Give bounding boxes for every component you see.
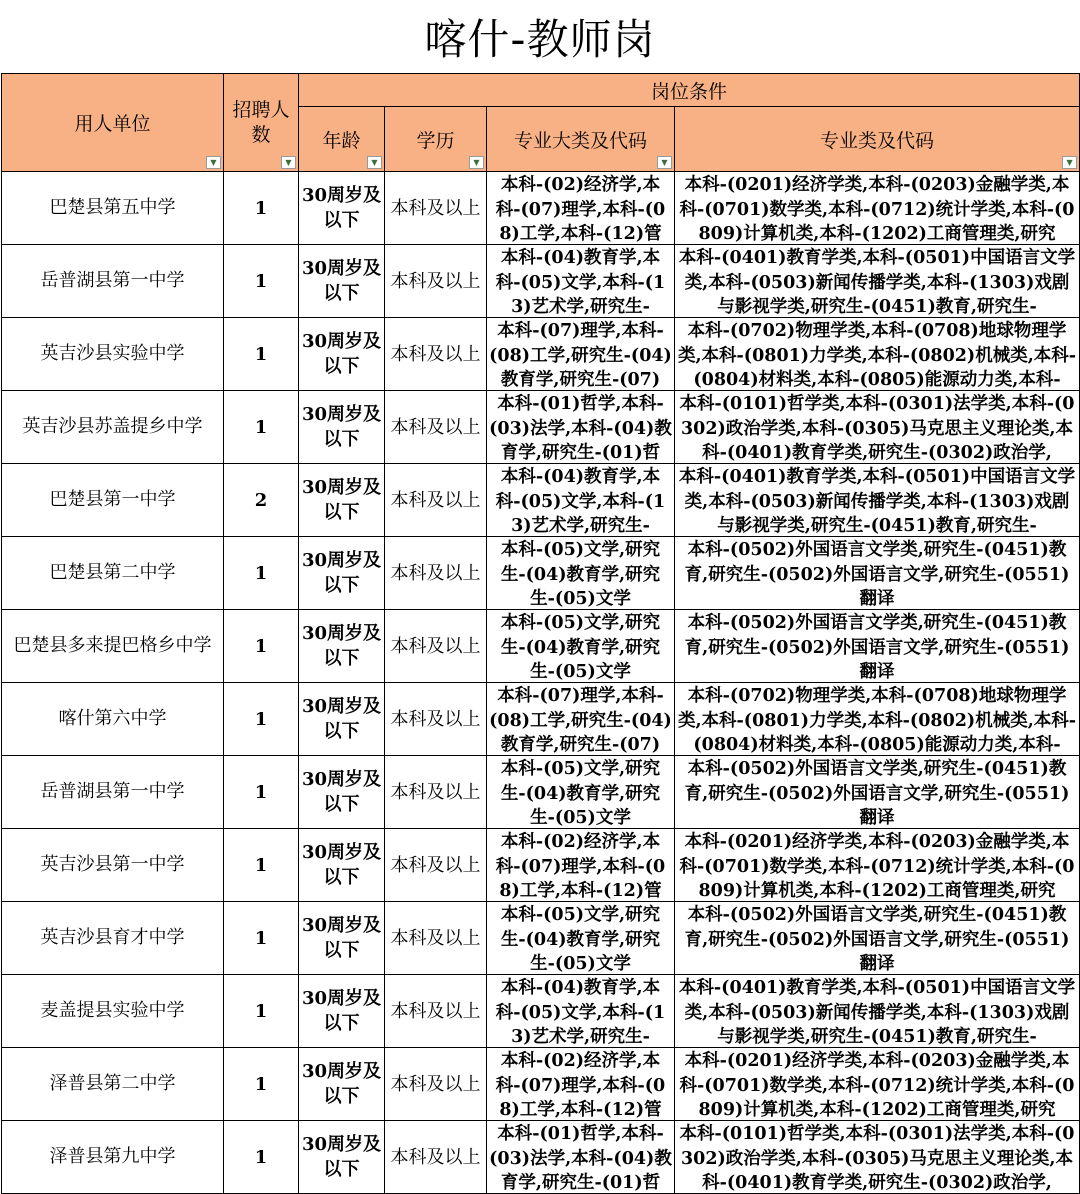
header-count-label: 招聘人数 — [232, 98, 290, 146]
filter-dropdown-icon[interactable]: ▼ — [281, 156, 296, 169]
header-education — [385, 107, 487, 172]
cell-education: 本科及以上 — [385, 318, 487, 391]
cell-major-class — [675, 172, 1080, 245]
cell-major-class-text: 本科-(0201)经济学类,本科-(0203)金融学类,本科-(0701)数学类,本科-(0712)统计学类,本科-(0809)计算机类,本科-(1202)工商管理类,研究 — [679, 175, 1075, 244]
table-row — [2, 391, 1080, 464]
table-row — [2, 975, 1080, 1048]
cell-count: 1 — [224, 537, 299, 610]
cell-major-class-text: 本科-(0502)外国语言文学类,研究生-(0451)教育,研究生-(0502)外国语言文学,研究生-(0551)翻译 — [684, 540, 1070, 609]
cell-major-category-text: 本科-(04)教育学,本科-(05)文学,本科-(13)艺术学,研究生- — [495, 467, 666, 536]
header-education-label: 学历 — [416, 129, 455, 152]
table-row — [2, 610, 1080, 683]
table-row — [2, 172, 1080, 245]
cell-education: 本科及以上 — [385, 683, 487, 756]
cell-major-class — [675, 683, 1080, 756]
cell-major-class-text: 本科-(0201)经济学类,本科-(0203)金融学类,本科-(0701)数学类,本科-(0712)统计学类,本科-(0809)计算机类,本科-(1202)工商管理类,研究 — [679, 832, 1075, 901]
cell-major-class-text: 本科-(0101)哲学类,本科-(0301)法学类,本科-(0302)政治学类,本科-(0305)马克思主义理论类,本科-(0401)教育学类,研究生-(0302)政治学, — [679, 1124, 1075, 1193]
cell-major-category-text: 本科-(02)经济学,本科-(07)理学,本科-(08)工学,本科-(12)管 — [495, 832, 666, 901]
cell-count: 1 — [224, 902, 299, 975]
header-unit — [2, 74, 224, 172]
cell-age: 30周岁及以下 — [299, 391, 385, 464]
cell-major-class — [675, 975, 1080, 1048]
cell-unit: 英吉沙县苏盖提乡中学 — [2, 391, 224, 464]
cell-education: 本科及以上 — [385, 245, 487, 318]
header-major-category — [487, 107, 675, 172]
header-age — [299, 107, 385, 172]
cell-major-category-text: 本科-(05)文学,研究生-(04)教育学,研究生-(05)文学 — [500, 613, 661, 682]
filter-dropdown-icon[interactable]: ▼ — [367, 156, 382, 169]
cell-major-class-text: 本科-(0201)经济学类,本科-(0203)金融学类,本科-(0701)数学类,本科-(0712)统计学类,本科-(0809)计算机类,本科-(1202)工商管理类,研究 — [679, 1051, 1075, 1120]
cell-age: 30周岁及以下 — [299, 1121, 385, 1194]
cell-age: 30周岁及以下 — [299, 610, 385, 683]
table-row — [2, 245, 1080, 318]
filter-dropdown-icon[interactable]: ▼ — [469, 156, 484, 169]
header-major-class — [675, 107, 1080, 172]
cell-count: 1 — [224, 391, 299, 464]
cell-unit: 泽普县第二中学 — [2, 1048, 224, 1121]
cell-unit: 麦盖提县实验中学 — [2, 975, 224, 1048]
cell-major-category-text: 本科-(01)哲学,本科-(03)法学,本科-(04)教育学,研究生-(01)哲 — [489, 394, 672, 463]
header-count — [224, 74, 299, 172]
cell-age: 30周岁及以下 — [299, 683, 385, 756]
cell-major-class-text: 本科-(0401)教育学类,本科-(0501)中国语言文学类,本科-(0503)新闻传播学类,本科-(1303)戏剧与影视学类,研究生-(0451)教育,研究生- — [678, 467, 1076, 536]
page-title: 喀什-教师岗 — [424, 15, 656, 64]
cell-education: 本科及以上 — [385, 975, 487, 1048]
table-row — [2, 756, 1080, 829]
filter-dropdown-icon[interactable]: ▼ — [657, 156, 672, 169]
cell-age: 30周岁及以下 — [299, 829, 385, 902]
cell-unit: 岳普湖县第一中学 — [2, 245, 224, 318]
cell-count: 1 — [224, 245, 299, 318]
cell-education: 本科及以上 — [385, 391, 487, 464]
cell-age: 30周岁及以下 — [299, 756, 385, 829]
table-row — [2, 318, 1080, 391]
cell-major-category — [487, 537, 675, 610]
cell-major-category-text: 本科-(01)哲学,本科-(03)法学,本科-(04)教育学,研究生-(01)哲 — [489, 1124, 672, 1193]
filter-dropdown-icon[interactable]: ▼ — [206, 156, 221, 169]
cell-count: 1 — [224, 756, 299, 829]
cell-major-category — [487, 1048, 675, 1121]
table-row — [2, 829, 1080, 902]
cell-major-class-text: 本科-(0401)教育学类,本科-(0501)中国语言文学类,本科-(0503)新闻传播学类,本科-(1303)戏剧与影视学类,研究生-(0451)教育,研究生- — [678, 978, 1076, 1047]
job-table — [1, 73, 1080, 1194]
cell-count: 1 — [224, 610, 299, 683]
cell-count: 1 — [224, 683, 299, 756]
cell-age: 30周岁及以下 — [299, 172, 385, 245]
cell-major-class — [675, 756, 1080, 829]
table-row — [2, 1121, 1080, 1194]
cell-major-category-text: 本科-(02)经济学,本科-(07)理学,本科-(08)工学,本科-(12)管 — [495, 1051, 666, 1120]
table-row — [2, 683, 1080, 756]
cell-unit: 英吉沙县实验中学 — [2, 318, 224, 391]
cell-major-class-text: 本科-(0401)教育学类,本科-(0501)中国语言文学类,本科-(0503)新闻传播学类,本科-(1303)戏剧与影视学类,研究生-(0451)教育,研究生- — [678, 248, 1076, 317]
cell-education: 本科及以上 — [385, 829, 487, 902]
cell-age: 30周岁及以下 — [299, 537, 385, 610]
cell-major-class — [675, 464, 1080, 537]
cell-major-class — [675, 318, 1080, 391]
cell-major-category — [487, 464, 675, 537]
cell-education: 本科及以上 — [385, 172, 487, 245]
cell-major-class-text: 本科-(0702)物理学类,本科-(0708)地球物理学类,本科-(0801)力学类,本科-(0802)机械类,本科-(0804)材料类,本科-(0805)能源动力类,本科- — [677, 686, 1077, 755]
cell-education: 本科及以上 — [385, 537, 487, 610]
cell-count: 1 — [224, 318, 299, 391]
cell-count: 1 — [224, 172, 299, 245]
cell-age: 30周岁及以下 — [299, 245, 385, 318]
cell-major-category-text: 本科-(05)文学,研究生-(04)教育学,研究生-(05)文学 — [500, 540, 661, 609]
cell-major-class-text: 本科-(0502)外国语言文学类,研究生-(0451)教育,研究生-(0502)外国语言文学,研究生-(0551)翻译 — [684, 759, 1070, 828]
cell-major-category — [487, 245, 675, 318]
cell-unit: 英吉沙县育才中学 — [2, 902, 224, 975]
table-row — [2, 902, 1080, 975]
cell-unit: 岳普湖县第一中学 — [2, 756, 224, 829]
cell-major-category — [487, 1121, 675, 1194]
cell-unit: 巴楚县第二中学 — [2, 537, 224, 610]
cell-count: 1 — [224, 829, 299, 902]
cell-education: 本科及以上 — [385, 902, 487, 975]
cell-major-class-text: 本科-(0101)哲学类,本科-(0301)法学类,本科-(0302)政治学类,本科-(0305)马克思主义理论类,本科-(0401)教育学类,研究生-(0302)政治学, — [679, 394, 1075, 463]
cell-major-class-text: 本科-(0502)外国语言文学类,研究生-(0451)教育,研究生-(0502)外国语言文学,研究生-(0551)翻译 — [684, 613, 1070, 682]
cell-major-class — [675, 537, 1080, 610]
header-conditions: 岗位条件 — [299, 74, 1080, 107]
header-major-category-label: 专业大类及代码 — [513, 129, 647, 152]
cell-major-category — [487, 902, 675, 975]
cell-major-class — [675, 902, 1080, 975]
cell-major-category-text: 本科-(05)文学,研究生-(04)教育学,研究生-(05)文学 — [500, 759, 661, 828]
cell-age: 30周岁及以下 — [299, 1048, 385, 1121]
header-unit-label: 用人单位 — [74, 113, 151, 135]
cell-unit: 泽普县第九中学 — [2, 1121, 224, 1194]
cell-unit: 英吉沙县第一中学 — [2, 829, 224, 902]
cell-major-class — [675, 1121, 1080, 1194]
cell-unit: 巴楚县多来提巴格乡中学 — [2, 610, 224, 683]
cell-major-category — [487, 829, 675, 902]
cell-unit: 喀什第六中学 — [2, 683, 224, 756]
cell-education: 本科及以上 — [385, 464, 487, 537]
filter-dropdown-icon[interactable]: ▼ — [1062, 156, 1077, 169]
cell-major-category — [487, 172, 675, 245]
cell-education: 本科及以上 — [385, 1048, 487, 1121]
cell-major-class — [675, 1048, 1080, 1121]
cell-major-class-text: 本科-(0702)物理学类,本科-(0708)地球物理学类,本科-(0801)力学类,本科-(0802)机械类,本科-(0804)材料类,本科-(0805)能源动力类,本科- — [677, 321, 1077, 390]
cell-count: 1 — [224, 1121, 299, 1194]
cell-major-category-text: 本科-(05)文学,研究生-(04)教育学,研究生-(05)文学 — [500, 905, 661, 974]
cell-unit: 巴楚县第一中学 — [2, 464, 224, 537]
cell-count: 1 — [224, 1048, 299, 1121]
cell-major-category-text: 本科-(04)教育学,本科-(05)文学,本科-(13)艺术学,研究生- — [495, 248, 666, 317]
cell-major-class — [675, 245, 1080, 318]
cell-major-class — [675, 829, 1080, 902]
cell-major-category-text: 本科-(02)经济学,本科-(07)理学,本科-(08)工学,本科-(12)管 — [495, 175, 666, 244]
table-row — [2, 537, 1080, 610]
cell-education: 本科及以上 — [385, 1121, 487, 1194]
cell-major-class — [675, 391, 1080, 464]
cell-education: 本科及以上 — [385, 756, 487, 829]
cell-major-category — [487, 683, 675, 756]
cell-age: 30周岁及以下 — [299, 975, 385, 1048]
cell-major-category-text: 本科-(07)理学,本科-(08)工学,研究生-(04)教育学,研究生-(07) — [489, 321, 672, 390]
table-row — [2, 464, 1080, 537]
cell-education: 本科及以上 — [385, 610, 487, 683]
cell-unit: 巴楚县第五中学 — [2, 172, 224, 245]
cell-major-category-text: 本科-(04)教育学,本科-(05)文学,本科-(13)艺术学,研究生- — [495, 978, 666, 1047]
cell-major-category — [487, 318, 675, 391]
cell-major-class-text: 本科-(0502)外国语言文学类,研究生-(0451)教育,研究生-(0502)外国语言文学,研究生-(0551)翻译 — [684, 905, 1070, 974]
cell-count: 2 — [224, 464, 299, 537]
cell-major-category-text: 本科-(07)理学,本科-(08)工学,研究生-(04)教育学,研究生-(07) — [489, 686, 672, 755]
cell-major-class — [675, 610, 1080, 683]
cell-count: 1 — [224, 975, 299, 1048]
cell-age: 30周岁及以下 — [299, 318, 385, 391]
cell-age: 30周岁及以下 — [299, 464, 385, 537]
cell-age: 30周岁及以下 — [299, 902, 385, 975]
table-row — [2, 1048, 1080, 1121]
cell-major-category — [487, 975, 675, 1048]
header-major-class-label: 专业类及代码 — [820, 129, 935, 152]
cell-major-category — [487, 610, 675, 683]
header-age-label: 年龄 — [322, 129, 361, 152]
cell-major-category — [487, 756, 675, 829]
cell-major-category — [487, 391, 675, 464]
